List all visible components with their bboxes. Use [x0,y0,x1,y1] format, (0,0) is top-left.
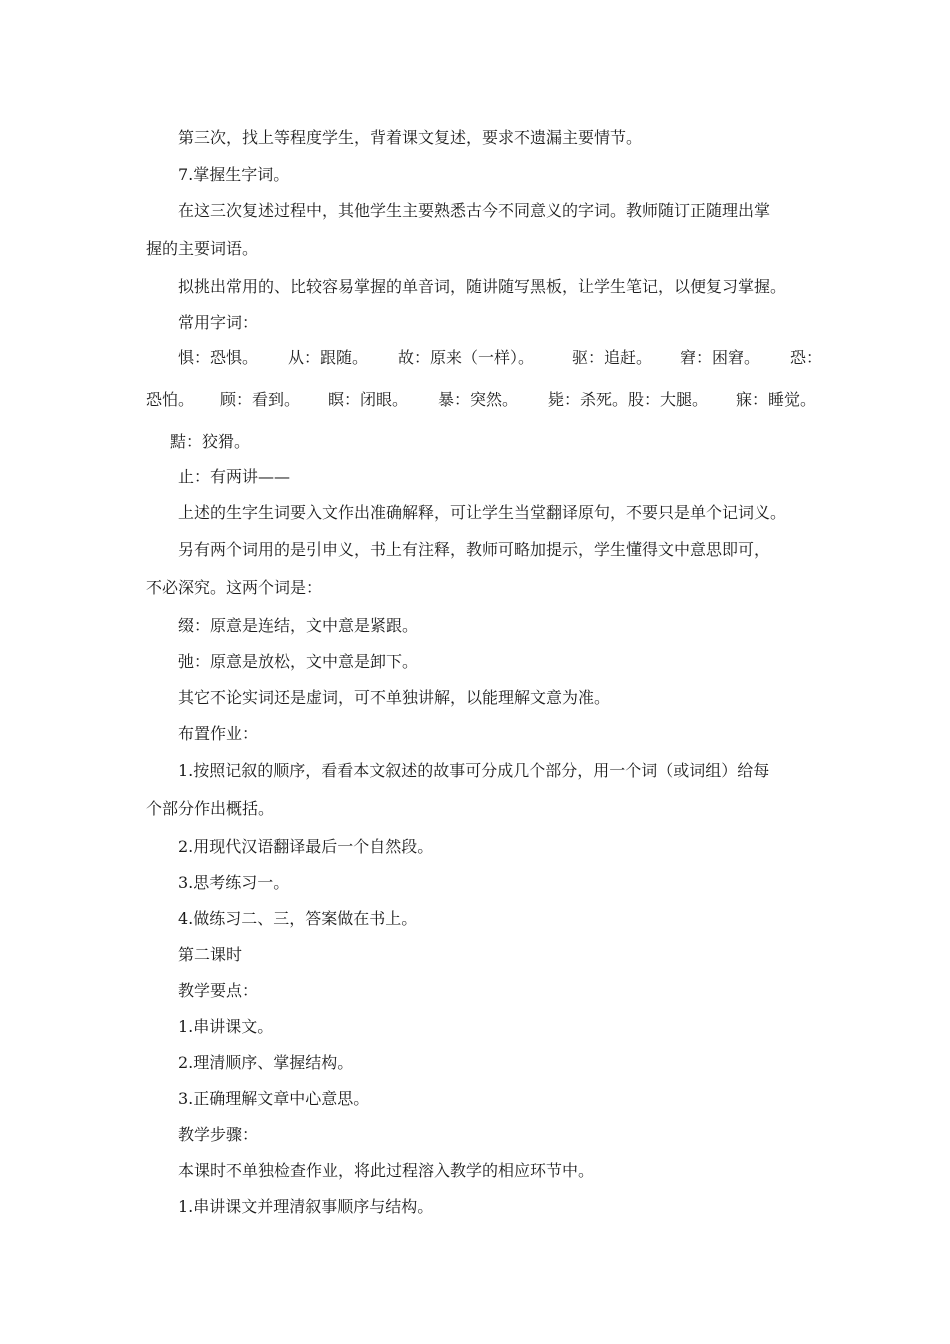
vocab-item: 黠：狡猾。 [170,432,251,451]
vocab-item: 顾：看到。 [220,390,301,409]
list-item: 1.串讲课文并理清叙事顺序与结构。 [178,1197,434,1216]
vocab-item: 恐： [790,348,823,367]
paragraph: 个部分作出概括。 [146,799,275,818]
section-heading: 布置作业： [178,724,259,743]
section-heading: 第二课时 [178,945,243,964]
paragraph: 本课时不单独检查作业，将此过程溶入教学的相应环节中。 [178,1161,595,1180]
vocab-item: 惧：恐惧。 [178,348,259,367]
section-heading: 教学要点： [178,981,259,1000]
vocab-item: 恐怕。 [146,390,195,409]
paragraph: 其它不论实词还是虚词，可不单独讲解，以能理解文意为准。 [178,688,611,707]
list-item: 1.按照记叙的顺序，看看本文叙述的故事可分成几个部分，用一个词（或词组）给每 [178,761,770,780]
list-item: 3.正确理解文章中心意思。 [178,1089,370,1108]
paragraph: 弛：原意是放松，文中意是卸下。 [178,652,419,671]
paragraph: 缀：原意是连结，文中意是紧跟。 [178,616,419,635]
vocab-item: 瞑：闭眼。 [328,390,409,409]
vocab-item: 故：原来（一样）。 [398,348,535,367]
paragraph: 拟挑出常用的、比较容易掌握的单音词，随讲随写黑板，让学生笔记，以便复习掌握。 [178,277,787,296]
paragraph: 7.掌握生字词。 [178,165,290,184]
list-item: 2.理清顺序、掌握结构。 [178,1053,354,1072]
paragraph: 另有两个词用的是引申义，书上有注释，教师可略加提示，学生懂得文中意思即可， [178,540,771,559]
list-item: 3.思考练习一。 [178,873,290,892]
paragraph: 第三次，找上等程度学生，背着课文复述，要求不遗漏主要情节。 [178,128,643,147]
paragraph: 止：有两讲—— [178,467,291,486]
vocab-item: 寐：睡觉。 [736,390,817,409]
paragraph: 握的主要词语。 [146,239,259,258]
list-item: 1.串讲课文。 [178,1017,274,1036]
paragraph: 不必深究。这两个词是： [146,578,323,597]
vocab-item: 窘：困窘。 [680,348,761,367]
vocab-item: 暴：突然。 [438,390,519,409]
vocab-item: 毙：杀死。股：大腿。 [548,390,709,409]
list-item: 2.用现代汉语翻译最后一个自然段。 [178,837,434,856]
vocab-item: 驱：追赶。 [572,348,653,367]
paragraph: 常用字词： [178,313,259,332]
section-heading: 教学步骤： [178,1125,259,1144]
vocab-item: 从：跟随。 [288,348,369,367]
list-item: 4.做练习二、三，答案做在书上。 [178,909,418,928]
paragraph: 在这三次复述过程中，其他学生主要熟悉古今不同意义的字词。教师随订正随理出掌 [178,201,771,220]
paragraph: 上述的生字生词要入文作出准确解释，可让学生当堂翻译原句，不要只是单个记词义。 [178,503,787,522]
